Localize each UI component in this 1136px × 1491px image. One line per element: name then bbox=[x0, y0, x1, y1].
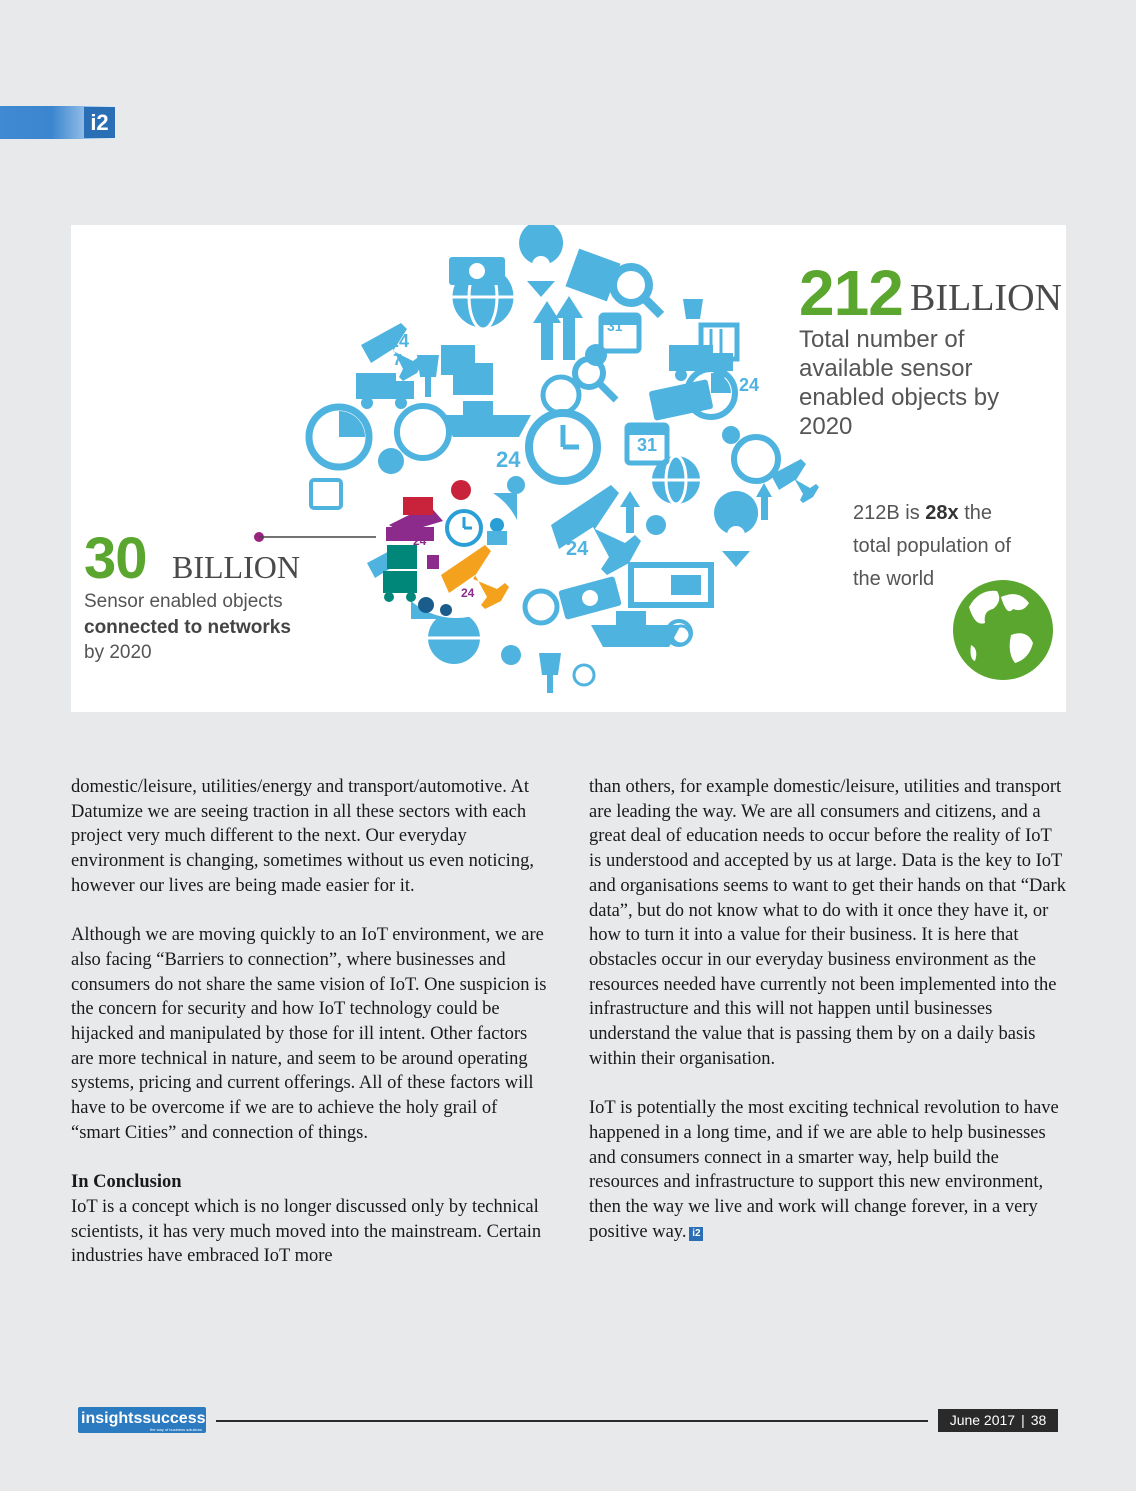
right-stat-line: enabled objects by bbox=[799, 384, 1000, 411]
comparison-text bbox=[853, 497, 1011, 596]
svg-text:24: 24 bbox=[745, 452, 761, 468]
left-stat-line3: by 2020 bbox=[84, 642, 152, 663]
article-left-column bbox=[71, 775, 551, 1294]
insights-success-logo bbox=[78, 1407, 206, 1433]
comparison-line2: total population of bbox=[853, 535, 1011, 557]
footer-separator: | bbox=[1021, 1412, 1025, 1428]
svg-text:24: 24 bbox=[566, 538, 589, 560]
left-stat-line2: connected to networks bbox=[84, 616, 291, 638]
comparison-bold: 28x bbox=[925, 502, 959, 524]
comparison-post: the bbox=[958, 502, 992, 524]
article-paragraph: than others, for example domestic/leisure, utilities and transport are leading the way. We are all consumers and citizens, and a great deal of education needs to occur before the reality of IoT is understood and accepted by us at large. Data is the key to IoT and organisations seems to want to get their hands on that “Dark data”, but do not know what to do with it once they have it, or how to turn it into a value for their business. It is here that obstacles occur in our everyday business environment as the resources needed have currently not been implemented into the infrastructure and this will not happen until businesses understand the value that is passing them by on a daily basis within their organisation. bbox=[589, 777, 1066, 1069]
article-paragraph: Although we are moving quickly to an IoT environment, we are also facing “Barriers to connection”, where businesses and consumers do not share the same vision of IoT. One suspicion is the concern for security and how IoT technology could be hijacked and manipulated by those for ill intent. Other factors are more technical in nature, and seem to be around operating systems, pricing and current offerings. All of these factors will have to be overcome if we are to achieve the holy grail of “smart Cities” and connection of things. bbox=[71, 925, 547, 1143]
right-stat-line: 2020 bbox=[799, 413, 853, 440]
footer-date: June 2017 bbox=[949, 1412, 1016, 1428]
footer-brand: insightssuccess bbox=[81, 1410, 206, 1427]
svg-text:24: 24 bbox=[496, 447, 521, 472]
svg-text:24: 24 bbox=[739, 375, 760, 395]
is-logo-icon bbox=[84, 107, 115, 138]
svg-text:24: 24 bbox=[461, 586, 475, 600]
end-mark-icon: i2 bbox=[689, 1227, 703, 1241]
right-stat-line: available sensor bbox=[799, 355, 973, 382]
svg-text:31: 31 bbox=[607, 318, 623, 334]
right-stat-description bbox=[799, 325, 999, 441]
right-stat-number: 212 bbox=[799, 257, 903, 329]
left-stat-description bbox=[84, 589, 291, 666]
comparison-line3: the world bbox=[853, 568, 935, 590]
final-paragraph-text: IoT is potentially the most exciting technical revolution to have happened in a long time, and if we are able to help businesses and consumers connect in a smarter way, help build the resources and infrastructure to support this new environment, then the way we live and work will change forever, in a very positive way. bbox=[589, 1098, 1059, 1242]
svg-text:24: 24 bbox=[413, 534, 427, 548]
left-stat-line1: Sensor enabled objects bbox=[84, 591, 283, 612]
article-paragraph: domestic/leisure, utilities/energy and transport/automotive. At Datumize we are seeing traction in all these sectors with each project very much different to the next. Our everyday environment is changing, sometimes without us even noticing, however our lives are being made easier for it. bbox=[71, 777, 534, 896]
page-number: 38 bbox=[1030, 1412, 1047, 1428]
header-logo-text: i2 bbox=[90, 109, 109, 135]
iot-infographic bbox=[71, 225, 1066, 712]
right-stat-unit: BILLION bbox=[910, 277, 1062, 319]
footer-tagline: the way of business solutions bbox=[149, 1427, 202, 1432]
svg-text:7: 7 bbox=[393, 352, 402, 369]
conclusion-heading: In Conclusion bbox=[71, 1172, 182, 1193]
right-stat-line: Total number of bbox=[799, 326, 965, 353]
comparison-pre: 212B is bbox=[853, 502, 926, 524]
article-right-column bbox=[589, 775, 1067, 1269]
footer-divider bbox=[216, 1420, 928, 1422]
svg-text:24: 24 bbox=[402, 424, 420, 441]
conclusion-paragraph: IoT is a concept which is no longer discussed only by technical scientists, it has very much moved into the mainstream. Certain industries have embraced IoT more bbox=[71, 1196, 542, 1267]
left-stat-unit: BILLION bbox=[172, 549, 300, 585]
svg-text:31: 31 bbox=[637, 435, 658, 455]
footer-page-info bbox=[938, 1409, 1058, 1432]
svg-text:24: 24 bbox=[389, 331, 410, 351]
left-stat-number: 30 bbox=[84, 526, 147, 591]
article-paragraph-final bbox=[589, 1096, 1067, 1244]
